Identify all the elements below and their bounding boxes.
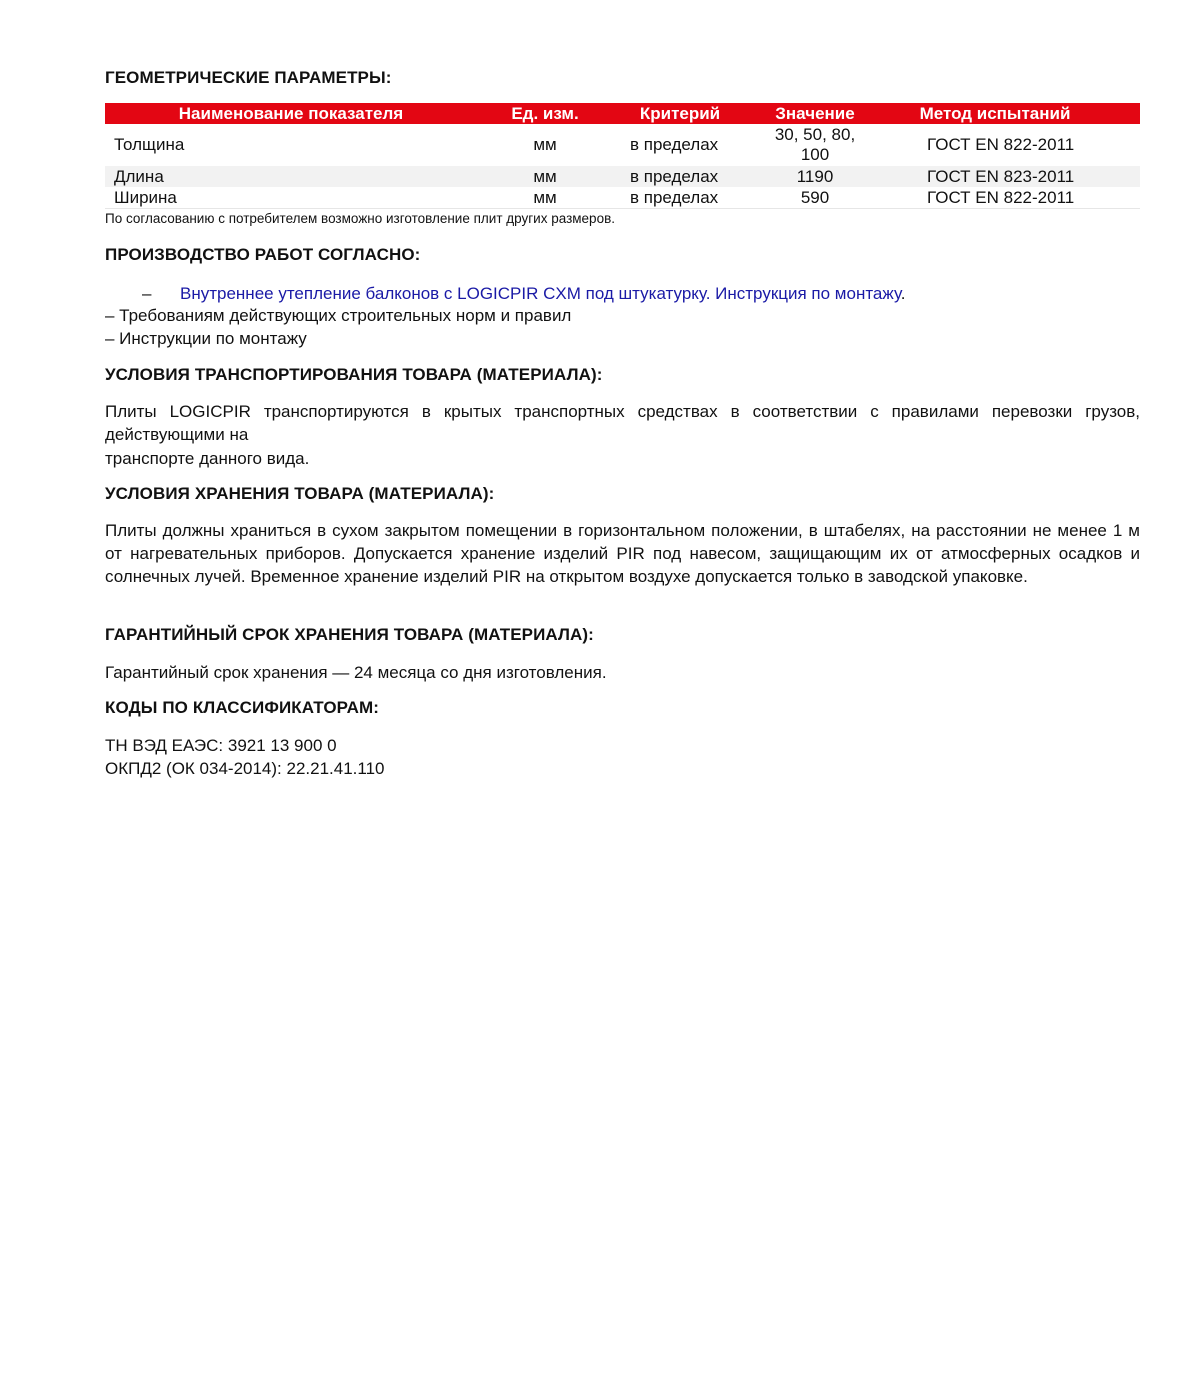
warranty-heading: ГАРАНТИЙНЫЙ СРОК ХРАНЕНИЯ ТОВАРА (МАТЕРИАЛА):	[105, 625, 594, 644]
header-unit: Ед. изм.	[511, 104, 579, 123]
instruction-link[interactable]	[180, 282, 905, 305]
codes-heading: КОДЫ ПО КЛАССИФИКАТОРАМ:	[105, 698, 380, 717]
cell-name: Толщина	[114, 135, 185, 154]
header-method: Метод испытаний	[919, 104, 1071, 123]
transport-text-line1: Плиты LOGICPIR транспортируются в крытых транспортных средствах в соответствии с правилами перевозки грузов, действующими на	[105, 402, 1140, 444]
cell-unit: мм	[533, 135, 557, 154]
warranty-text: Гарантийный срок хранения — 24 месяца со дня изготовления.	[105, 663, 607, 682]
cell-criterion: в пределах	[630, 188, 719, 207]
size-note: По согласованию с потребителем возможно изготовление плит других размеров.	[105, 211, 616, 226]
table-header-row	[105, 103, 1140, 124]
cell-criterion: в пределах	[630, 167, 719, 186]
cell-name: Длина	[114, 167, 164, 186]
list-item: – Требованиям действующих строительных норм и правил	[105, 306, 572, 325]
list-item: – Инструкции по монтажу	[105, 329, 307, 348]
cell-method: ГОСТ EN 823-2011	[927, 167, 1075, 186]
code-okpd2: ОКПД2 (ОК 034-2014): 22.21.41.110	[105, 759, 385, 778]
cell-method: ГОСТ EN 822-2011	[927, 188, 1075, 207]
table-row	[105, 187, 1140, 209]
cell-value: 1190	[796, 167, 834, 186]
geometry-table	[105, 103, 1140, 209]
cell-unit: мм	[533, 188, 557, 207]
cell-method: ГОСТ EN 822-2011	[927, 135, 1075, 154]
transport-text-line2: транспорте данного вида.	[105, 449, 310, 468]
table-row	[105, 166, 1140, 187]
header-criterion: Критерий	[639, 104, 721, 123]
storage-heading: УСЛОВИЯ ХРАНЕНИЯ ТОВАРА (МАТЕРИАЛА):	[105, 484, 495, 503]
cell-unit: мм	[533, 167, 557, 186]
storage-text: Плиты должны храниться в сухом закрытом помещении в горизонтальном положении, в штабелях, на расстоянии не менее 1 м от нагревательных приборов. Допускается хранение изделий PIR под навесом, защищающим их от атмосферных осадков и солнечных лучей. Временное хранение изделий PIR на открытом воздухе допускается только в заводской упаковке.	[105, 521, 1140, 586]
code-tnved: ТН ВЭД ЕАЭС: 3921 13 900 0	[105, 736, 337, 755]
transport-heading: УСЛОВИЯ ТРАНСПОРТИРОВАНИЯ ТОВАРА (МАТЕРИАЛА):	[105, 365, 603, 384]
cell-value: 590	[800, 188, 830, 207]
geometry-heading: ГЕОМЕТРИЧЕСКИЕ ПАРАМЕТРЫ:	[105, 68, 392, 87]
header-name: Наименование показателя	[178, 104, 404, 123]
works-heading: ПРОИЗВОДСТВО РАБОТ СОГЛАСНО:	[105, 245, 421, 264]
instruction-link-suffix: .	[900, 284, 906, 303]
cell-criterion: в пределах	[630, 135, 719, 154]
cell-name: Ширина	[114, 188, 177, 207]
table-row	[105, 124, 1140, 166]
cell-value: 30, 50, 80, 100	[774, 125, 856, 164]
header-value: Значение	[775, 104, 855, 123]
list-dash: –	[142, 284, 152, 303]
instruction-link-label[interactable]: Внутреннее утепление балконов с LOGICPIR CXM под штукатурку. Инструкция по монтажу	[180, 284, 901, 303]
